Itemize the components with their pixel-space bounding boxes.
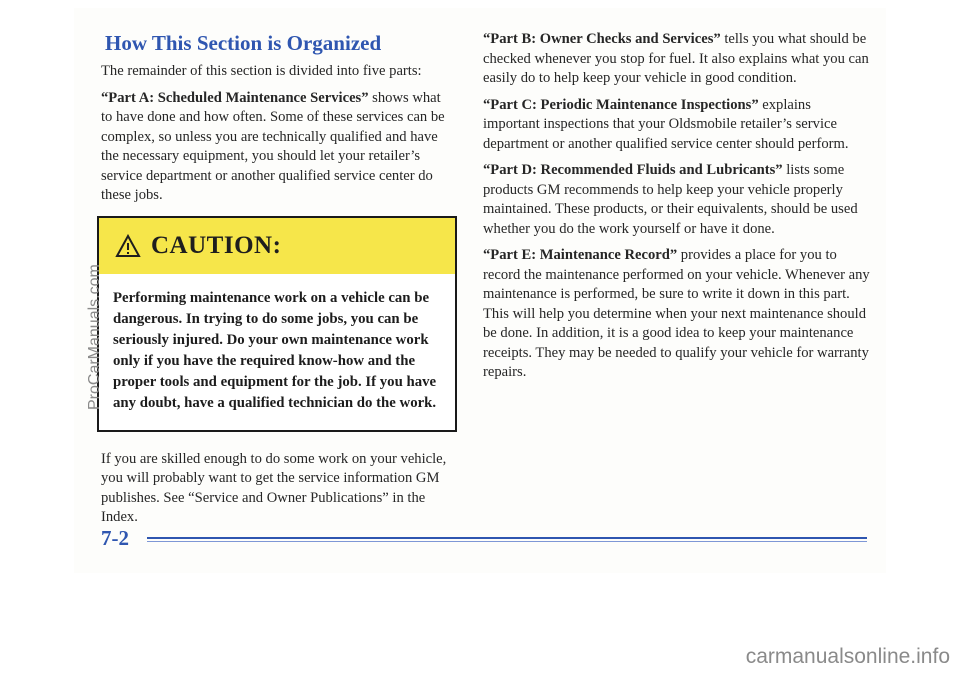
part-c-paragraph [483, 96, 870, 155]
part-b-paragraph [483, 30, 870, 89]
part-d-text: lists some products GM recommends to help keep your vehicle properly maintained. These products, or their equivalents, should be used whether you do the work yourself or have it done. [483, 162, 858, 237]
page-number: 7-2 [101, 526, 129, 550]
part-a-paragraph [101, 89, 453, 206]
part-e-text: provides a place for you to record the maintenance performed on your vehicle. Whenever any maintenance is performed, be sure to write it down in this part. This will help you determine when your next maintenance should be done. In addition, it is a good idea to keep your maintenance receipts. They may be needed to qualify your vehicle for warranty repairs. [483, 247, 870, 380]
left-column [101, 30, 453, 535]
footer-rule [147, 537, 867, 539]
caution-box [97, 216, 457, 432]
warning-triangle-icon [115, 234, 141, 258]
part-d-paragraph [483, 161, 870, 239]
right-column [483, 30, 870, 390]
caution-header [99, 218, 455, 274]
footer-rule-thin [147, 541, 867, 542]
part-b-lead: “Part B: Owner Checks and Services” [483, 31, 721, 47]
part-e-lead: “Part E: Maintenance Record” [483, 247, 678, 263]
part-d-lead: “Part D: Recommended Fluids and Lubricants” [483, 162, 783, 178]
section-heading: How This Section is Organized [105, 31, 382, 55]
part-a-text: shows what to have done and how often. Some of these services can be complex, so unless you are technically qualified and have the necessary equipment, you should let your retailer’s service department or another qualified service center do these jobs. [101, 89, 445, 203]
part-c-lead: “Part C: Periodic Maintenance Inspections” [483, 96, 759, 113]
closing-paragraph: If you are skilled enough to do some work on your vehicle, you will probably want to get the service information GM publishes. See “Service and Owner Publications” in the Index. [101, 450, 447, 525]
part-b-text: tells you what should be checked whenever you stop for fuel. It also explains what you can easily do to help keep your vehicle in good condition. [483, 31, 869, 86]
bottom-watermark: carmanualsonline.info [745, 645, 950, 668]
intro-paragraph: The remainder of this section is divided into five parts: [101, 63, 422, 79]
caution-text: Performing maintenance work on a vehicle can be dangerous. In trying to do some jobs, you can be seriously injured. Do your own maintenance work only if you have the required know-how and the proper tools and equipment for the job. If you have any doubt, have a qualified technician do the work. [113, 289, 437, 411]
part-a-lead: “Part A: Scheduled Maintenance Services” [101, 89, 369, 106]
caution-title: CAUTION: [151, 231, 282, 259]
part-e-paragraph [483, 246, 870, 383]
part-c-text: explains important inspections that your Oldsmobile retailer’s service department or another qualified service center should perform. [483, 96, 849, 152]
side-watermark: ProCarManuals.com [86, 264, 103, 410]
